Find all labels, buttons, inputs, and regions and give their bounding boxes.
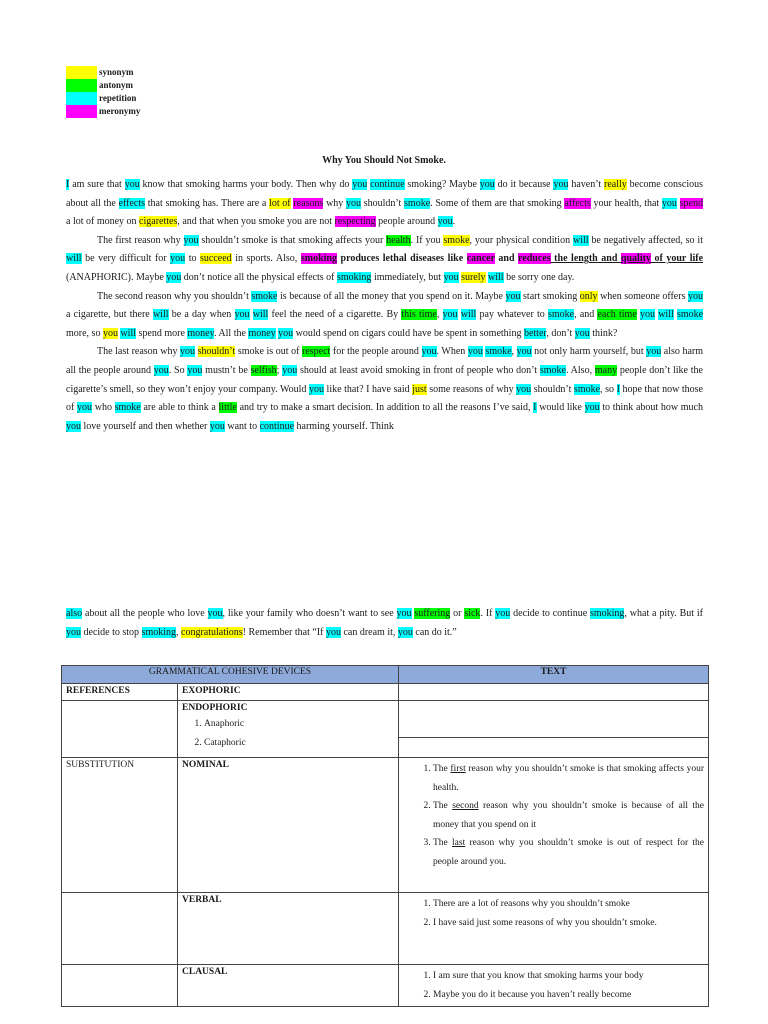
repetition-highlight: you [516, 346, 532, 358]
repetition-highlight: you [639, 309, 655, 321]
list-item: 2. I have said just some reasons of why you shouldn’t smoke. [433, 914, 704, 933]
text-run: , [436, 309, 443, 321]
repetition-highlight: you [282, 364, 298, 376]
repetition-highlight: smoke [485, 346, 512, 358]
legend-swatch-yellow [66, 66, 97, 79]
repetition-highlight: you [207, 608, 223, 619]
text-run: hope that now those of [66, 383, 703, 414]
repetition-highlight: will [252, 309, 269, 321]
text-run: or [450, 608, 465, 619]
substitution-cell [62, 893, 178, 965]
text-run: can do it.” [412, 626, 457, 638]
text-run: a lot of money on [66, 216, 140, 228]
clausal-label: CLAUSAL [178, 965, 399, 1007]
synonym-highlight: lot of [269, 197, 291, 209]
legend-row-synonym [66, 66, 140, 79]
meronymy-highlight: reasons [293, 197, 324, 209]
meronymy-highlight: cancer [466, 253, 495, 265]
meronymy-highlight: respecting [334, 216, 376, 228]
repetition-highlight: smoke [573, 383, 601, 395]
repetition-highlight: you [397, 626, 413, 638]
list-item: 2. Cataphoric [204, 734, 394, 753]
repetition-highlight: you [421, 346, 437, 358]
synonym-highlight: surely [461, 271, 486, 283]
synonym-highlight: shouldn’t [197, 346, 236, 358]
repetition-highlight: will [152, 309, 169, 321]
anaphoric-text-cell [399, 701, 708, 738]
list-item [433, 760, 704, 797]
header-text: TEXT [399, 666, 709, 684]
repetition-highlight: you [553, 179, 569, 190]
repetition-highlight: you [187, 364, 203, 376]
list-item: 1. Anaphoric [204, 715, 394, 734]
synonym-highlight: only [579, 290, 598, 302]
repetition-highlight: you [584, 402, 600, 414]
repetition-highlight: you [442, 309, 458, 321]
nominal-list [403, 760, 704, 871]
repetition-highlight: also [66, 608, 83, 619]
text-run: , don’t [546, 327, 575, 339]
text-run: . If [480, 608, 496, 619]
repetition-highlight: smoke [548, 309, 575, 321]
text-run: smoke is out of [235, 346, 302, 358]
table-row [62, 893, 709, 965]
substitution-label: SUBSTITUTION [62, 758, 178, 893]
repetition-highlight: will [658, 309, 674, 321]
repetition-highlight: you [180, 346, 196, 358]
repetition-highlight: smoke [114, 402, 141, 414]
text-run: reason why you shouldn’t smoke is that smoking affects your health. [433, 764, 704, 793]
repetition-highlight: better [523, 327, 547, 339]
meronymy-highlight: spend [679, 197, 703, 209]
text-run: also harm all the people around [66, 346, 704, 376]
legend-swatch-magenta [66, 105, 97, 118]
text-run: The [433, 801, 453, 811]
verbal-list [403, 895, 704, 932]
repetition-highlight: you [66, 420, 81, 432]
repetition-highlight: you [234, 309, 250, 321]
repetition-highlight: money [187, 327, 214, 339]
repetition-highlight: you [574, 327, 590, 339]
text-run: immediately, but [371, 271, 444, 283]
legend-label: repetition [99, 93, 137, 103]
repetition-highlight: you [66, 626, 81, 638]
repetition-highlight: you [443, 271, 459, 283]
nominal-text [399, 758, 709, 893]
text-run: when someone offers [597, 290, 688, 302]
repetition-highlight: I [66, 179, 70, 190]
repetition-highlight: you [352, 179, 368, 190]
text-run: . So [168, 364, 188, 376]
repetition-highlight: you [646, 346, 662, 358]
repetition-highlight: continue [259, 420, 295, 432]
text-run: , [176, 626, 181, 638]
synonym-highlight: congratulations [181, 626, 243, 638]
text-run: and try to make a smart decision. In addition to all the reasons I’ve said, [236, 402, 534, 414]
underlined-word: first [450, 764, 466, 774]
text-run: . Also, [565, 364, 595, 376]
text-run: The [433, 838, 453, 848]
repetition-highlight: I [616, 383, 620, 395]
text-run: the length and [550, 253, 621, 265]
text-run: , and [574, 309, 598, 321]
text-run: The last reason why [97, 346, 181, 358]
verbal-text [399, 893, 709, 965]
text-run: The second reason why you shouldn’t [97, 290, 252, 302]
repetition-highlight: you [278, 327, 294, 339]
antonym-highlight: many [594, 364, 618, 376]
list-item: 1. There are a lot of reasons why you shouldn’t smoke [433, 895, 704, 914]
underlined-word: last [452, 838, 466, 848]
text-run: do it because [494, 179, 554, 190]
text-run: not only harm yourself, but [531, 346, 647, 358]
essay-paragraph [66, 176, 703, 232]
text-run: , like your family who doesn’t want to see [222, 608, 397, 619]
document-title: Why You Should Not Smoke. [322, 155, 446, 166]
table-row [62, 758, 709, 893]
repetition-highlight: I [533, 402, 537, 414]
list-item [433, 834, 704, 871]
text-run: people around [375, 216, 438, 228]
meronymy-highlight: affects [564, 197, 591, 209]
clausal-list [403, 967, 704, 1004]
repetition-highlight: smoke [251, 290, 278, 302]
text-run: be very difficult for [81, 253, 171, 265]
text-run: , your physical condition [469, 234, 573, 246]
repetition-highlight: you [437, 216, 453, 228]
text-run: , and that when you smoke you are not [177, 216, 335, 228]
repetition-highlight: you [308, 383, 324, 395]
repetition-highlight: effects [118, 197, 146, 209]
legend-label: meronymy [99, 106, 141, 116]
text-run: am sure that [69, 179, 125, 190]
repetition-highlight: you [325, 626, 341, 638]
text-run: . If you [410, 234, 444, 246]
text-run: . Some of them are that smoking [430, 197, 565, 209]
essay-body [66, 176, 703, 436]
text-run: spend more [136, 327, 188, 339]
text-run: who [92, 402, 115, 414]
text-run: know that smoking harms your body. Then why do [139, 179, 353, 190]
repetition-highlight: continue [370, 179, 405, 190]
endophoric-cell [178, 701, 399, 758]
text-run: don’t notice all the physical effects of [181, 271, 337, 283]
text-run: reason why you shouldn’t smoke is out of respect for the people around you. [433, 838, 704, 867]
text-run: some reasons of why [426, 383, 517, 395]
text-run: your health, that [590, 197, 662, 209]
essay-paragraph [66, 288, 703, 344]
antonym-highlight: suffering [414, 608, 451, 619]
repetition-highlight: you [505, 290, 521, 302]
repetition-highlight: will [460, 309, 477, 321]
text-run: decide to continue [510, 608, 590, 619]
text-run: why [323, 197, 347, 209]
clausal-text [399, 965, 709, 1007]
repetition-highlight: you [346, 197, 362, 209]
antonym-highlight: respect [302, 346, 331, 358]
text-run: should at least avoid smoking in front of people who don’t [297, 364, 540, 376]
repetition-highlight: will [66, 253, 82, 265]
repetition-highlight: smoke [539, 364, 566, 376]
meronymy-highlight: reduces [518, 253, 551, 265]
references-cell [62, 701, 178, 758]
text-run: reason why you shouldn’t smoke is because of all the money that you spend on it [433, 801, 704, 830]
exophoric-label: EXOPHORIC [178, 684, 399, 701]
substitution-cell [62, 965, 178, 1007]
legend-swatch-green [66, 79, 97, 92]
repetition-highlight: will [572, 234, 589, 246]
meronymy-highlight: smoking [300, 253, 337, 265]
nominal-label: NOMINAL [178, 758, 399, 893]
text-run: . When [436, 346, 468, 358]
text-run: shouldn’t [531, 383, 574, 395]
antonym-highlight: this time [401, 309, 437, 321]
repetition-highlight: you [153, 364, 169, 376]
repetition-highlight: smoke [676, 309, 704, 321]
repetition-highlight: you [396, 608, 412, 619]
text-run: The [433, 764, 451, 774]
list-item [433, 797, 704, 834]
text-run: pay whatever to [476, 309, 548, 321]
text-run: can dream it, [340, 626, 398, 638]
text-run: . All the [213, 327, 249, 339]
repetition-highlight: you [183, 234, 199, 246]
legend-row-meronymy [66, 105, 140, 118]
text-run: , what a pity. But if [624, 608, 703, 619]
text-run: be negatively affected, so it [588, 234, 703, 246]
synonym-highlight: succeed [200, 253, 232, 265]
repetition-highlight: will [120, 327, 137, 339]
text-run: The first reason why [97, 234, 184, 246]
text-run: to think about how much [599, 402, 703, 414]
endophoric-text [399, 701, 709, 758]
text-run: and [494, 253, 519, 265]
repetition-highlight: smoking [336, 271, 372, 283]
text-run: that smoking has. There are a [145, 197, 270, 209]
repetition-highlight: will [488, 271, 504, 283]
text-run: start smoking [520, 290, 580, 302]
repetition-highlight: you [661, 197, 677, 209]
repetition-highlight: you [166, 271, 182, 283]
text-run: is because of all the money that you spend on it. Maybe [277, 290, 506, 302]
text-run: shouldn’t smoke is that smoking affects your [198, 234, 387, 246]
table-header-row [62, 666, 709, 684]
endophoric-list [182, 715, 394, 753]
legend-label: antonym [99, 80, 134, 90]
text-run: , [511, 346, 517, 358]
text-run: would spend on cigars could have be spent in something [293, 327, 524, 339]
exophoric-text [399, 684, 709, 701]
repetition-highlight: you [124, 179, 140, 190]
table-row [62, 701, 709, 758]
legend-swatch-cyan [66, 92, 97, 105]
text-run: think? [589, 327, 618, 339]
antonym-highlight: sick [464, 608, 481, 619]
references-label: REFERENCES [62, 684, 178, 701]
repetition-highlight: you [170, 253, 186, 265]
repetition-highlight: you [77, 402, 93, 414]
text-run: ; [276, 364, 283, 376]
text-run: a cigarette, but there [66, 309, 153, 321]
essay-paragraph [66, 232, 703, 288]
text-run: become conscious about all the [66, 179, 704, 209]
header-devices: GRAMMATICAL COHESIVE DEVICES [62, 666, 399, 684]
table-row [62, 684, 709, 701]
repetition-highlight: you [495, 608, 511, 619]
repetition-highlight: you [209, 420, 225, 432]
color-legend [66, 66, 140, 118]
essay-continued [66, 605, 703, 642]
text-run: be sorry one day. [503, 271, 575, 283]
text-run: are able to think a [140, 402, 219, 414]
legend-row-antonym [66, 79, 140, 92]
text-run: produces lethal diseases like [336, 253, 467, 265]
verbal-label: VERBAL [178, 893, 399, 965]
text-run: smoking? Maybe [404, 179, 480, 190]
text-run: be a day when [168, 309, 235, 321]
list-item: 1. I am sure that you know that smoking harms your body [433, 967, 704, 986]
text-run: mustn’t be [202, 364, 251, 376]
text-run: haven’t [568, 179, 604, 190]
legend-row-repetition [66, 92, 140, 105]
table-row [62, 965, 709, 1007]
synonym-highlight: just [412, 383, 427, 395]
text-run: (ANAPHORIC). Maybe [66, 271, 167, 283]
repetition-highlight: smoke [404, 197, 431, 209]
list-item: 2. Maybe you do it because you haven’t really become [433, 986, 704, 1005]
text-run: people don’t like the cigarette’s smell, so they won’t enjoy your company. Would [66, 364, 703, 395]
cohesion-table [61, 665, 709, 1007]
text-run: would like [536, 402, 585, 414]
essay-paragraph [66, 343, 703, 436]
text-run: about all the people who love [82, 608, 208, 619]
text-run: feel the need of a cigarette. By [268, 309, 402, 321]
text-run: shouldn’t [361, 197, 405, 209]
endophoric-label: ENDOPHORIC [182, 703, 248, 713]
text-run: in sports. Also, [231, 253, 301, 265]
text-run: harming yourself. Think [294, 420, 394, 432]
repetition-highlight: you [516, 383, 532, 395]
text-run: to [185, 253, 201, 265]
antonym-highlight: selfish [250, 364, 277, 376]
repetition-highlight: you [467, 346, 483, 358]
legend-label: synonym [99, 67, 134, 77]
antonym-highlight: little [218, 402, 237, 414]
synonym-highlight: really [604, 179, 627, 190]
repetition-highlight: money [248, 327, 276, 339]
repetition-highlight: smoking [589, 608, 625, 619]
antonym-highlight: health [386, 234, 411, 246]
text-run: of your life [650, 253, 704, 265]
text-run: , so [600, 383, 617, 395]
synonym-highlight: cigarettes [139, 216, 178, 228]
text-run: more, so [66, 327, 103, 339]
repetition-highlight: smoking [141, 626, 176, 638]
text-run: love yourself and then whether [81, 420, 210, 432]
essay-paragraph [66, 605, 703, 642]
text-run: decide to stop [81, 626, 142, 638]
repetition-highlight: you [688, 290, 703, 302]
text-run: for the people around [330, 346, 422, 358]
text-run: want to [224, 420, 260, 432]
underlined-word: second [452, 801, 479, 811]
text-run: . [452, 216, 456, 228]
synonym-highlight: you [102, 327, 118, 339]
antonym-highlight: each time [597, 309, 637, 321]
text-run: like that? I have said [323, 383, 413, 395]
repetition-highlight: you [479, 179, 495, 190]
meronymy-highlight: quality [620, 253, 651, 265]
synonym-highlight: smoke [443, 234, 470, 246]
text-run: ! Remember that “If [242, 626, 326, 638]
